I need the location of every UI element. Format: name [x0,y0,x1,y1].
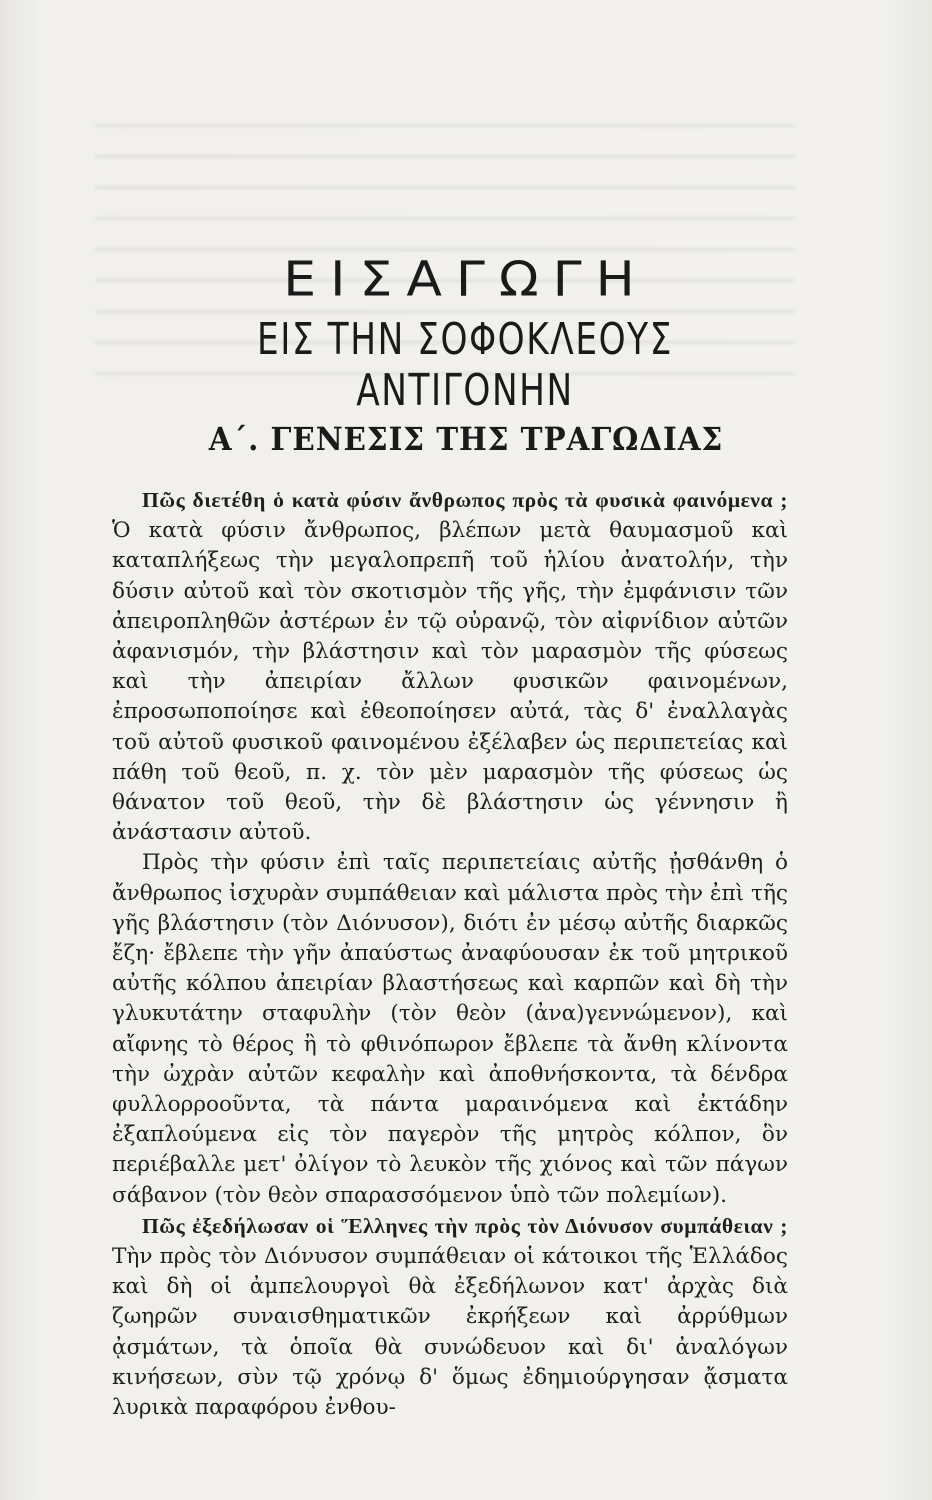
question-heading-1: Πῶς διετέθη ὁ κατὰ φύσιν ἄνθρωπος πρὸς τὰ φυσικὰ φαινόμενα ; [142,488,788,512]
paragraph-2-text: Πρὸς τὴν φύσιν ἐπὶ ταῖς περιπετείαις αὐτῆς ᾐσθάνθη ὁ ἄνθρωπος ἰσχυρὰν συμπάθειαν καὶ μάλιστα πρὸς τὴν ἐπὶ τῆς γῆς βλάστησιν (τὸν Διόνυσον), διότι ἐν μέσῳ αὐτῆς διαρκῶς ἔζη· ἔβλεπε τὴν γῆν ἀπαύστως ἀναφύουσαν ἐκ τοῦ μητρικοῦ αὐτῆς κόλπου ἀπειρίαν βλαστήσεως καὶ καρπῶν καὶ δὴ τὴν γλυκυτάτην σταφυλὴν (τὸν θεὸν (ἀνα)γεννώμενον), καὶ αἴφνης τὸ θέρος ἢ τὸ φθινόπωρον ἔβλεπε τὰ ἄνθη κλίνοντα τὴν ὠχρὰν αὐτῶν κεφαλὴν καὶ ἀποθνήσκοντα, τὰ δένδρα φυλλορροοῦντα, τὰ πάντα μαραινόμενα καὶ ἐκτάδην ἐξαπλούμενα εἰς τὸν παγερὸν τῆς μητρὸς κόλπον, ὃν περιέβαλλε μετ' ὀλίγον τὸ λευκὸν τῆς χιόνος καὶ τῶν πάγων σάβανον (τὸν θεὸν σπαρασσόμενον ὑπὸ τῶν πολεμίων). [112,850,788,1208]
section-heading: Α΄. ΓΕΝΕΣΙΣ ΤΗΣ ΤΡΑΓΩΔΙΑΣ [208,420,724,458]
question-heading-2: Πῶς ἐξεδήλωσαν οἱ Ἕλληνες τὴν πρὸς τὸν Διόνυσον συμπάθειαν ; [142,1213,788,1238]
paragraph-3 [112,1211,788,1423]
paragraph-3-text: Τὴν πρὸς τὸν Διόνυσον συμπάθειαν οἱ κάτοικοι τῆς Ἑλλάδος καὶ δὴ οἱ ἀμπελουργοὶ θὰ ἐξεδήλωνον κατ' ἀρχὰς διὰ ζωηρῶν συναισθηματικῶν ἐκρήξεων καὶ ἀρρύθμων ᾀσμάτων, τὰ ὁποῖα θὰ συνώδευον καὶ δι' ἀναλόγων κινήσεων, σὺν τῷ χρόνῳ δ' ὅμως ἐδημιούργησαν ᾄσματα λυρικὰ παραφόρου ἐνθου- [112,1244,788,1421]
paragraph-1 [112,485,788,848]
sub-title: ΕΙΣ ΤΗΝ ΣΟΦΟΚΛΕΟΥΣ ΑΝΤΙΓΟΝΗΝ [257,314,673,416]
main-title: ΕΙΣΑΓΩΓΗ [283,252,649,308]
paragraph-1-text: Ὁ κατὰ φύσιν ἄνθρωπος, βλέπων μετὰ θαυμασμοῦ καὶ καταπλήξεως τὴν μεγαλοπρεπῆ τοῦ ἡλίου ἀνατολήν, τὴν δύσιν αὐτοῦ καὶ τὸν σκοτισμὸν τῆς γῆς, τὴν ἐμφάνισιν τῶν ἀπειροπληθῶν ἀστέρων ἐν τῷ οὐρανῷ, τὸν αἰφνίδιον αὐτῶν ἀφανισμόν, τὴν βλάστησιν καὶ τὸν μαρασμὸν τῆς φύσεως καὶ τὴν ἀπειρίαν ἄλλων φυσικῶν φαινομένων, ἐπροσωποποίησε καὶ ἐθεοποίησεν αὐτά, τὰς δ' ἐναλλαγὰς τοῦ αὐτοῦ φυσικοῦ φαινομένου ἐξέλαβεν ὡς περιπετείας καὶ πάθη τοῦ θεοῦ, π. χ. τὸν μὲν μαρασμὸν τῆς φύσεως ὡς θάνατον τοῦ θεοῦ, τὴν δὲ βλάστησιν ὡς γέννησιν ἢ ἀνάστασιν αὐτοῦ. [112,518,788,846]
body-text [112,485,788,1423]
paragraph-2 [112,848,788,1210]
